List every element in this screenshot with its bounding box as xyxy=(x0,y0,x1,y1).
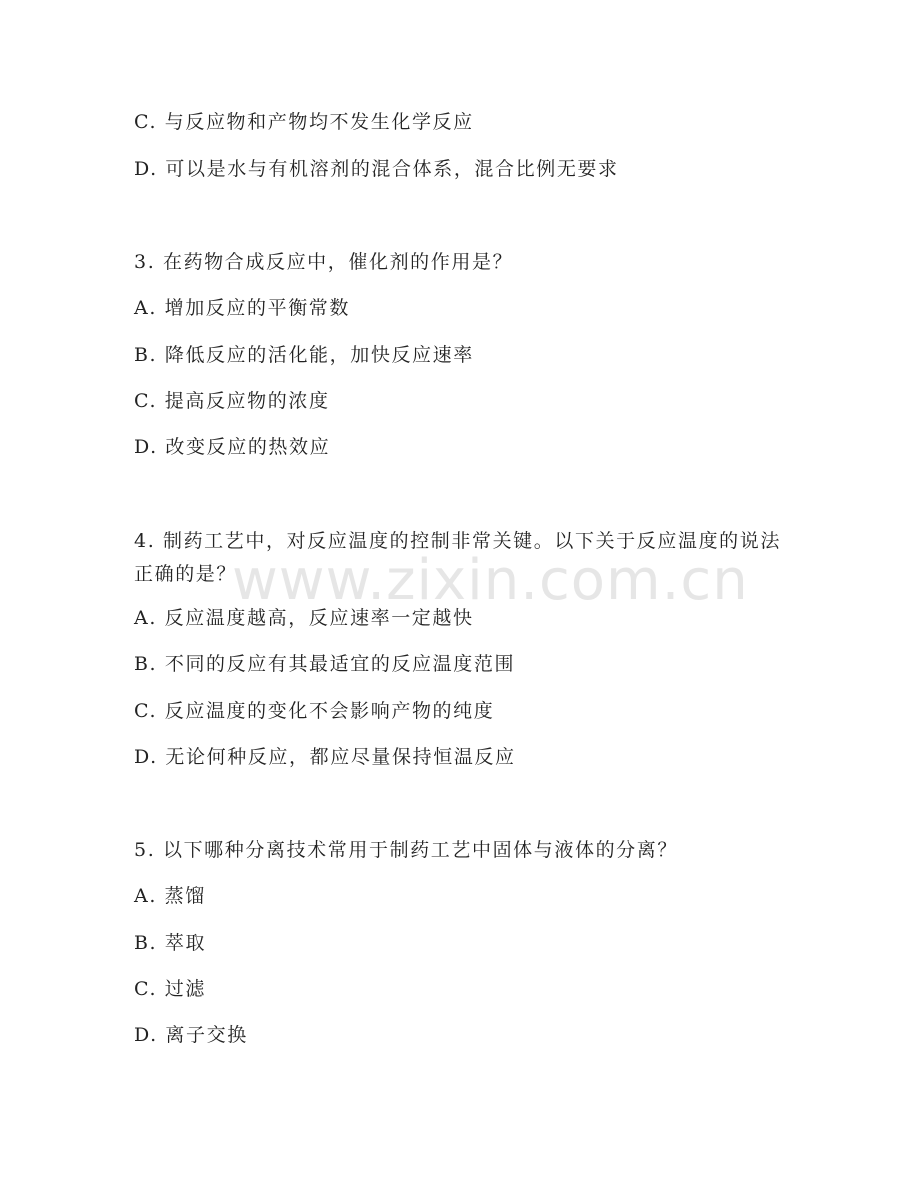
option-d-q5: D. 离子交换 xyxy=(134,1024,248,1046)
option-c-q5: C. 过滤 xyxy=(134,978,206,1000)
option-c-q4: C. 反应温度的变化不会影响产物的纯度 xyxy=(134,700,495,722)
option-c-q2: C. 与反应物和产物均不发生化学反应 xyxy=(134,111,474,133)
option-a-q4: A. 反应温度越高，反应速率一定越快 xyxy=(134,607,474,629)
question-3: 3. 在药物合成反应中，催化剂的作用是？ xyxy=(134,251,514,273)
option-d-q4: D. 无论何种反应，都应尽量保持恒温反应 xyxy=(134,746,516,768)
option-d-q2: D. 可以是水与有机溶剂的混合体系，混合比例无要求 xyxy=(134,158,619,180)
question-5: 5. 以下哪种分离技术常用于制药工艺中固体与液体的分离？ xyxy=(134,839,678,861)
option-a-q5: A. 蒸馏 xyxy=(134,885,206,907)
watermark: www.zixin.com.cn xyxy=(232,548,749,613)
option-d-q3: D. 改变反应的热效应 xyxy=(134,436,331,458)
option-a-q3: A. 增加反应的平衡常数 xyxy=(134,297,351,319)
option-c-q3: C. 提高反应物的浓度 xyxy=(134,390,330,412)
option-b-q5: B. 萃取 xyxy=(134,932,207,954)
question-4: 4. 制药工艺中，对反应温度的控制非常关键。以下关于反应温度的说法正确的是？ xyxy=(134,530,781,585)
option-b-q3: B. 降低反应的活化能，加快反应速率 xyxy=(134,344,474,366)
option-b-q4: B. 不同的反应有其最适宜的反应温度范围 xyxy=(134,653,516,675)
